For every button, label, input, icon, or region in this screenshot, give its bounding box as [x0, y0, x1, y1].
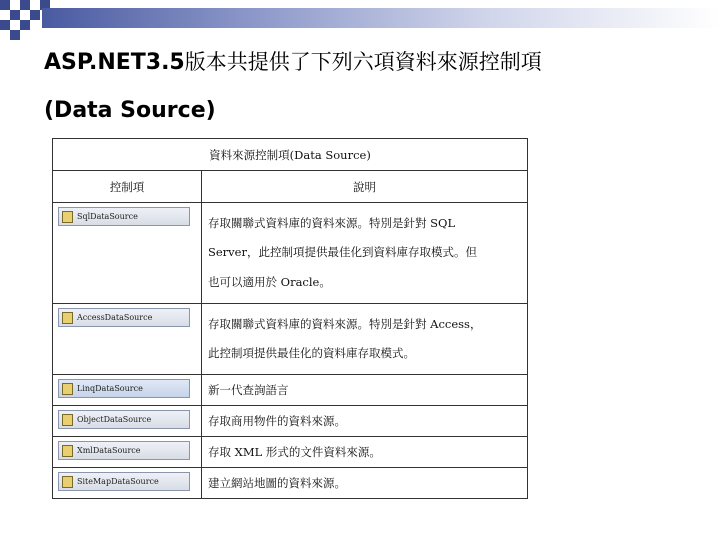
datasource-icon: [62, 445, 73, 457]
row-description: 新一代查詢語言: [202, 375, 528, 406]
table-row: [53, 203, 528, 304]
title-cjk: 版本共提供了下列六項資料來源控制項: [184, 50, 542, 74]
sqldatasource-control: SqlDataSource: [58, 207, 190, 226]
xmldatasource-control: XmlDataSource: [58, 441, 190, 460]
table-row: [53, 437, 528, 468]
row-description: 存取商用物件的資料來源。: [202, 406, 528, 437]
decorative-gradient-bar: [42, 8, 720, 28]
slide-title: [44, 46, 542, 76]
table-row: [53, 304, 528, 375]
row-description: 存取 XML 形式的文件資料來源。: [202, 437, 528, 468]
header-description: 說明: [202, 171, 528, 203]
table-row: [53, 375, 528, 406]
row-description: 存取關聯式資料庫的資料來源。特別是針對 SQL Server，此控制項提供最佳化到資料庫存取模式。但 也可以適用於 Oracle。: [202, 203, 528, 304]
table-row: [53, 468, 528, 499]
datasource-icon: [62, 414, 73, 426]
datasource-icon: [62, 383, 73, 395]
datasource-icon: [62, 312, 73, 324]
slide-subtitle: (Data Source): [44, 98, 216, 123]
objectdatasource-control: ObjectDataSource: [58, 410, 190, 429]
table-row: [53, 406, 528, 437]
table-caption: 資料來源控制項(Data Source): [53, 139, 528, 171]
title-ascii: ASP.NET3.5: [44, 50, 185, 75]
row-description: 存取關聯式資料庫的資料來源。特別是針對 Access， 此控制項提供最佳化的資料庫存取模式。: [202, 304, 528, 375]
linqdatasource-control: LinqDataSource: [58, 379, 190, 398]
row-description: 建立網站地圖的資料來源。: [202, 468, 528, 499]
data-source-table: [52, 138, 528, 499]
header-control: 控制項: [53, 171, 202, 203]
sitemapdatasource-control: SiteMapDataSource: [58, 472, 190, 491]
datasource-icon: [62, 211, 73, 223]
accessdatasource-control: AccessDataSource: [58, 308, 190, 327]
datasource-icon: [62, 476, 73, 488]
